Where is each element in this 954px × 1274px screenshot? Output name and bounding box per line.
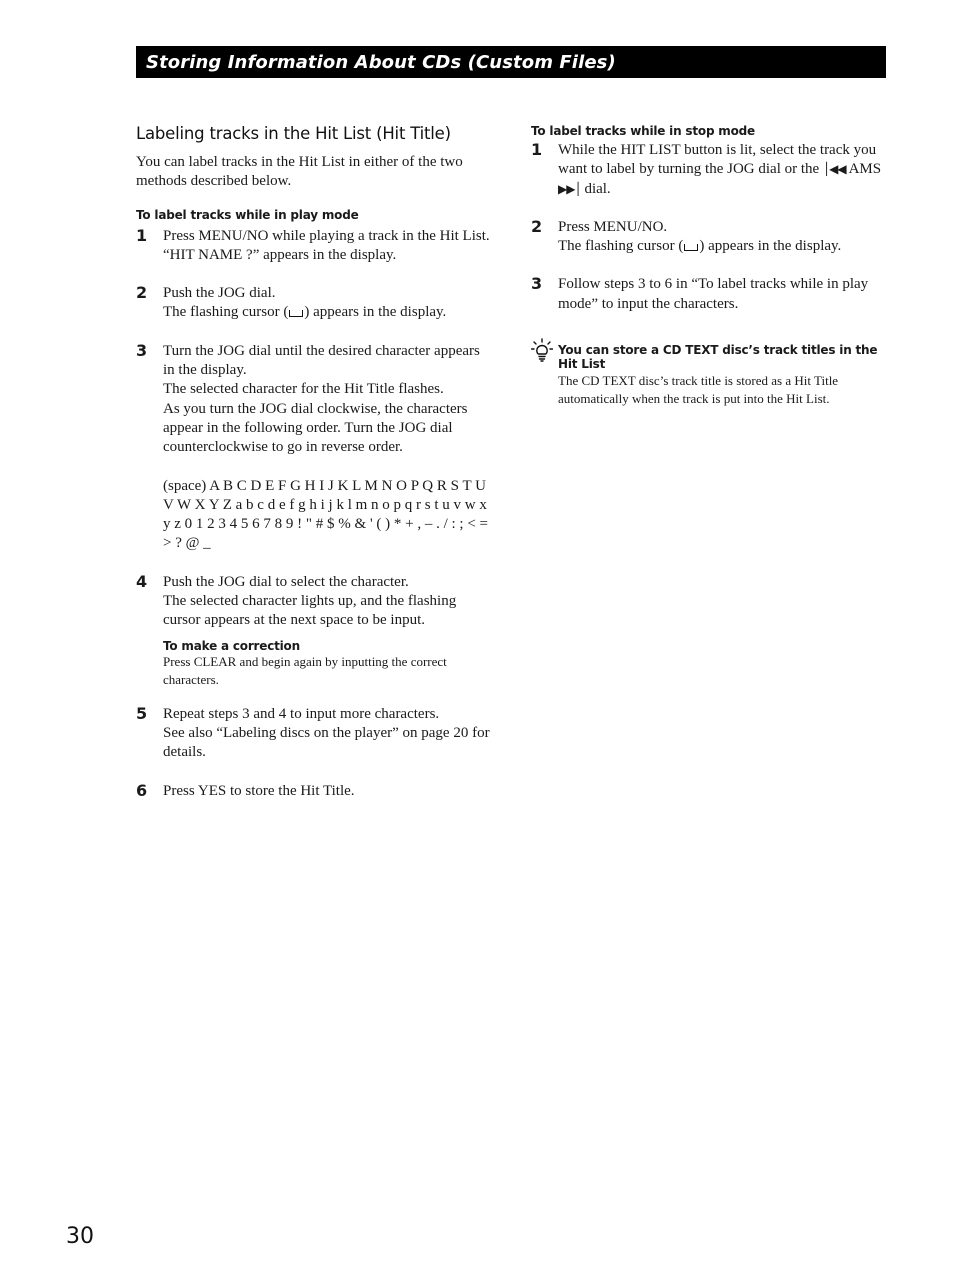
tip-box xyxy=(531,338,887,408)
step-text: The selected character lights up, and the flashing cursor appears at the next space to be input. xyxy=(163,593,457,629)
step-text: ) appears in the display. xyxy=(699,238,842,255)
step-number: 1 xyxy=(136,225,148,245)
left-column xyxy=(136,120,492,801)
section-heading: Labeling tracks in the Hit List (Hit Title) xyxy=(136,124,451,143)
ams-label: AMS xyxy=(848,161,882,178)
correction-text: Press CLEAR and begin again by inputting the correct characters. xyxy=(163,653,447,687)
skip-forward-icon: ▶▶│ xyxy=(558,181,581,196)
step-number: 6 xyxy=(136,780,148,800)
cursor-icon xyxy=(684,244,698,251)
tip-text: The CD TEXT disc’s track title is stored as a Hit Title automatically when the track is put into the Hit List. xyxy=(558,373,839,407)
step-text: Push the JOG dial to select the character. xyxy=(163,573,409,590)
cursor-line xyxy=(163,303,492,322)
step-text: Turn the JOG dial until the desired character appears in the display. xyxy=(163,342,480,379)
step-number: 1 xyxy=(531,140,543,159)
step-text: While the HIT LIST button is lit, select the track you want to label by turning the JOG dial or the xyxy=(558,142,877,178)
step-text: The flashing cursor ( xyxy=(163,304,289,321)
step-number: 5 xyxy=(136,703,148,723)
cursor-line xyxy=(558,237,887,256)
step-text: dial. xyxy=(580,180,611,197)
stop-step-1 xyxy=(531,141,887,199)
step-text: The flashing cursor ( xyxy=(558,238,684,255)
character-list: (space) A B C D E F G H I J K L M N O P Q R S T U V W X Y Z a b c d e f g h i j k l m n o p q r s t u v w x y z 0 1 2 3 4 5 6 7 8 9 ! " # $ % & ' ( ) * + , – . / : ; < = > ? @ _ xyxy=(163,477,489,552)
cursor-icon xyxy=(289,310,303,317)
step-text: “HIT NAME ?” appears in the display. xyxy=(163,246,397,263)
lightbulb-icon xyxy=(531,338,558,408)
play-step-1 xyxy=(136,227,492,266)
tip-heading: You can store a CD TEXT disc’s track titles in the Hit List xyxy=(558,343,878,372)
intro-text: You can label tracks in the Hit List in either of the two methods described below. xyxy=(136,154,463,190)
stop-step-3 xyxy=(531,275,887,314)
step-text: Repeat steps 3 and 4 to input more characters. xyxy=(163,705,440,722)
section-banner xyxy=(136,46,886,78)
correction-heading: To make a correction xyxy=(163,638,300,653)
step-text: The selected character for the Hit Title flashes. xyxy=(163,381,444,398)
play-step-4 xyxy=(136,573,492,689)
play-mode-heading: To label tracks while in play mode xyxy=(136,207,359,222)
play-step-5 xyxy=(136,705,492,763)
step-text: See also “Labeling discs on the player” on page 20 for details. xyxy=(163,724,490,761)
page-number: 30 xyxy=(66,1224,94,1249)
step-text: As you turn the JOG dial clockwise, the characters appear in the following order. Turn the JOG dial counterclockwise to go in reverse order. xyxy=(163,400,468,456)
section-title: Storing Information About CDs (Custom Files) xyxy=(146,51,616,73)
step-text: Follow steps 3 to 6 in “To label tracks while in play mode” to input the characters. xyxy=(558,276,869,312)
play-step-6 xyxy=(136,782,492,801)
step-number: 4 xyxy=(136,571,148,591)
step-number: 3 xyxy=(531,274,543,294)
right-column xyxy=(531,124,887,408)
step-number: 2 xyxy=(136,283,148,303)
stop-step-2 xyxy=(531,218,887,257)
skip-back-icon: │◀◀ xyxy=(822,162,846,177)
step-text: ) appears in the display. xyxy=(304,304,447,321)
play-step-3 xyxy=(136,342,492,554)
step-text: Press YES to store the Hit Title. xyxy=(163,782,355,799)
step-text: Press MENU/NO while playing a track in the Hit List. xyxy=(163,227,490,244)
step-text: Press MENU/NO. xyxy=(558,218,668,235)
step-number: 2 xyxy=(531,216,543,236)
step-number: 3 xyxy=(136,340,148,360)
stop-mode-heading: To label tracks while in stop mode xyxy=(531,124,755,138)
play-step-2 xyxy=(136,284,492,323)
step-text: Push the JOG dial. xyxy=(163,285,276,302)
